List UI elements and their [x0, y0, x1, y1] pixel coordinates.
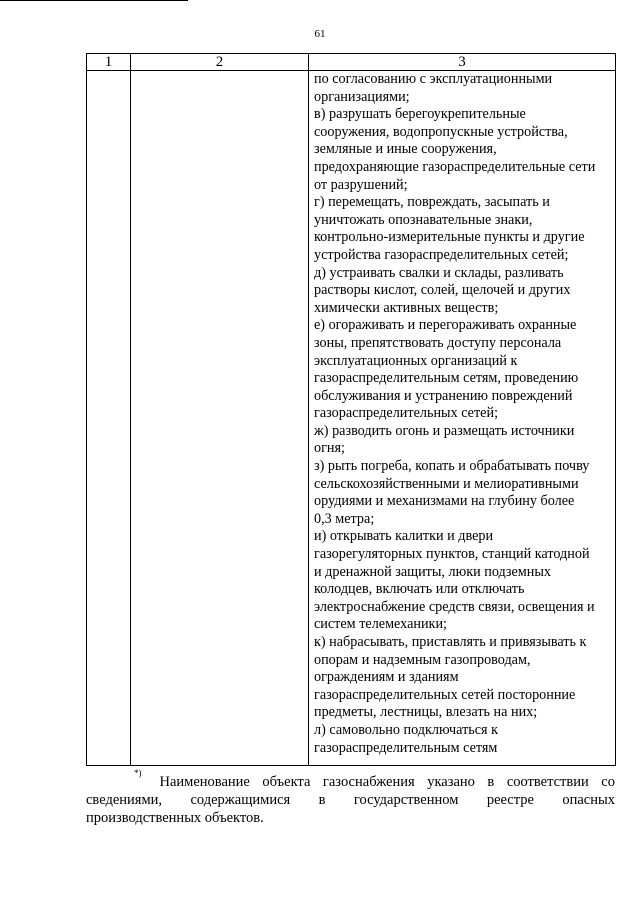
column-header-3: 3 [309, 54, 616, 71]
text-line: колодцев, включать или отключать [314, 581, 525, 598]
footnote-word: газоснабжения [322, 774, 415, 790]
text-line: и) открывать калитки и двери [314, 528, 494, 545]
text-line: опорам и надземным газопроводам, [314, 651, 531, 668]
text-line: и дренажной защиты, люки подземных [314, 563, 551, 580]
footnote-line-1 [86, 768, 615, 791]
table-row [87, 71, 616, 766]
footnote [86, 768, 615, 827]
footnote-word: сведениями, [86, 792, 163, 808]
text-line: ограждениям и зданиям [314, 669, 459, 686]
page-number: 61 [314, 28, 326, 40]
text-line: уничтожать опознавательные знаки, [314, 211, 533, 228]
document-table [86, 53, 616, 766]
footnote-word: государственном [353, 792, 459, 808]
text-line: устройства газораспределительных сетей; [314, 246, 569, 263]
text-line: земляные и иные сооружения, [314, 141, 497, 158]
footnote-word: в [318, 792, 326, 808]
text-line: систем телемеханики; [314, 616, 447, 633]
footnote-line-1-text [160, 773, 616, 791]
text-line: газораспределительных сетей; [314, 405, 499, 422]
footnote-line-2 [86, 791, 615, 809]
text-line: в) разрушать берегоукрепительные [314, 106, 526, 123]
text-line: предметы, лестницы, влезать на них; [314, 704, 538, 721]
text-line: г) перемещать, повреждать, засыпать и [314, 194, 550, 211]
cell-col-3 [309, 71, 616, 766]
text-line: газораспределительных сетей посторонние [314, 686, 576, 703]
text-line: к) набрасывать, приставлять и привязывать к [314, 634, 587, 650]
text-line: сельскохозяйственными и мелиоративными [314, 475, 579, 492]
footnote-word: объекта [262, 774, 311, 790]
footnote-word: содержащимися [190, 792, 291, 808]
text-line: обслуживания и устранению повреждений [314, 387, 573, 404]
footnote-line-3-text: производственных объектов. [86, 810, 264, 826]
text-line: эксплуатационных организаций к [314, 352, 518, 369]
footnote-word: соответствии [506, 774, 589, 790]
footnote-marker: *) [134, 768, 142, 778]
footnote-word: со [601, 774, 615, 790]
cell-col-1 [87, 71, 131, 766]
column-header-2: 2 [131, 54, 309, 71]
text-line: сооружения, водопропускные устройства, [314, 123, 568, 140]
text-line: растворы кислот, солей, щелочей и других [314, 282, 571, 299]
text-line: газораспределительным сетям [314, 739, 498, 756]
text-line: орудиями и механизмами на глубину более [314, 493, 575, 510]
header-rule [0, 0, 188, 1]
text-line: предохраняющие газораспределительные сети [314, 158, 596, 175]
cell-col-2 [131, 71, 309, 766]
text-line: е) огораживать и перегораживать охранные [314, 317, 577, 334]
text-line: газорегуляторных пунктов, станций катодной [314, 546, 590, 563]
text-line: 0,3 метра; [314, 510, 375, 527]
footnote-word: Наименование [159, 774, 250, 790]
text-line: по согласованию с эксплуатационными [314, 71, 553, 87]
text-line: организациями; [314, 88, 410, 105]
restrictions-text [314, 71, 615, 757]
text-line: газораспределительным сетям, проведению [314, 370, 579, 387]
text-line: л) самовольно подключаться к [314, 721, 499, 738]
table-header-row [87, 54, 616, 71]
footnote-word: реестре [486, 792, 534, 808]
column-header-1: 1 [87, 54, 131, 71]
footnote-word: в [487, 774, 495, 790]
text-line: з) рыть погреба, копать и обрабатывать почву [314, 458, 590, 475]
text-line: химически активных веществ; [314, 299, 499, 316]
footnote-word: указано [427, 774, 475, 790]
text-line: зоны, препятствовать доступу персонала [314, 334, 562, 351]
text-line: от разрушений; [314, 176, 408, 193]
footnote-word: опасных [562, 792, 615, 808]
text-line: огня; [314, 440, 345, 457]
text-line: контрольно-измерительные пункты и другие [314, 229, 585, 246]
text-line: электроснабжение средств связи, освещения и [314, 598, 595, 615]
text-line: д) устраивать свалки и склады, разливать [314, 264, 564, 281]
footnote-line-3 [86, 809, 615, 827]
text-line: ж) разводить огонь и размещать источники [314, 422, 575, 439]
